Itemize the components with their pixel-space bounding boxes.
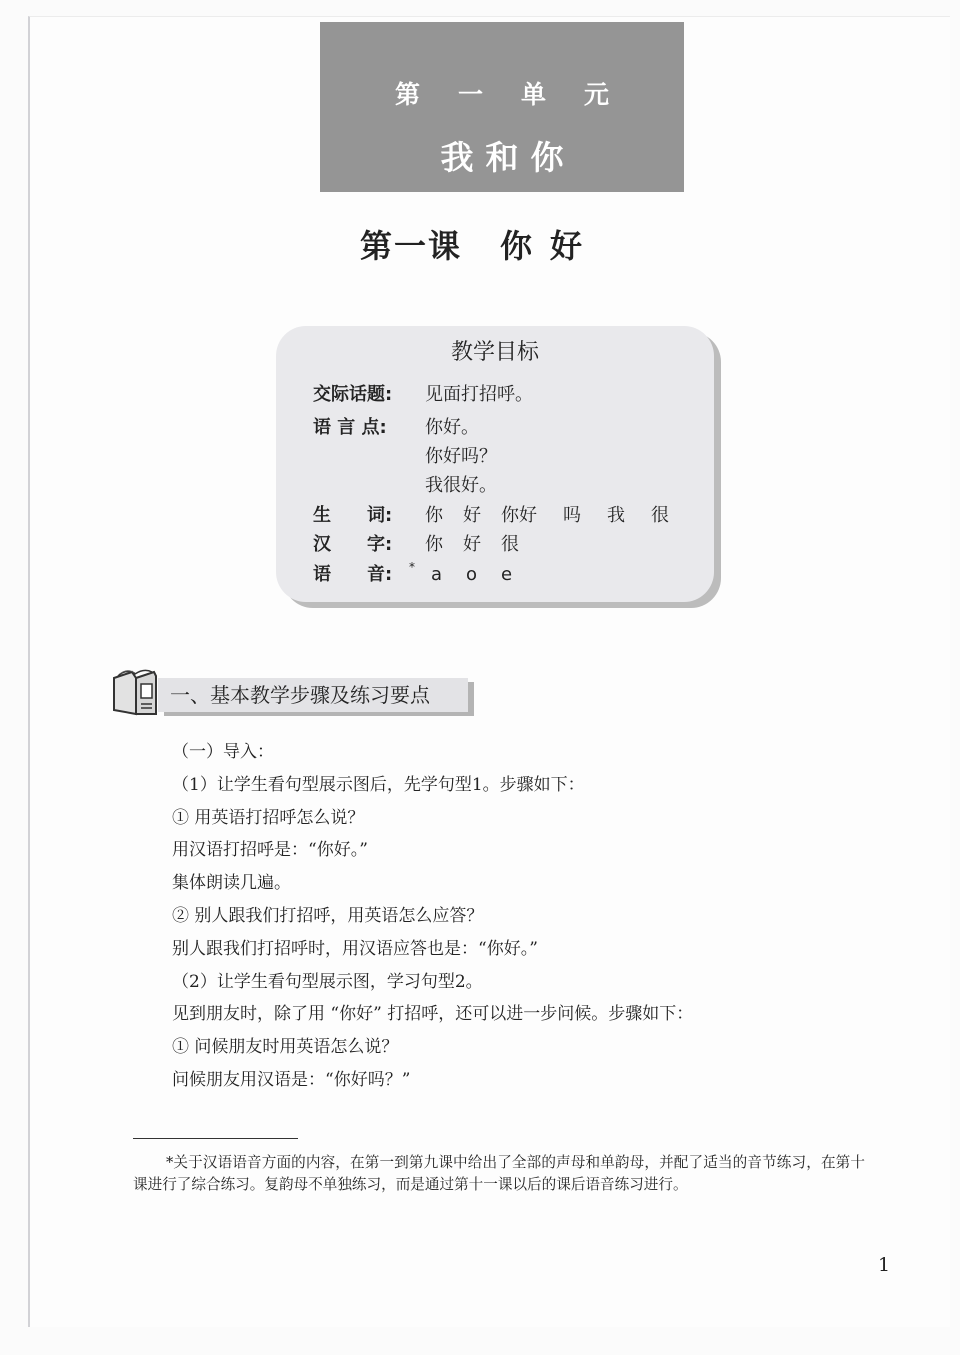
objective-value: 你好。 <box>425 417 479 438</box>
unit-label: 第一单元 <box>394 80 647 109</box>
objective-row-vocabulary <box>313 503 689 529</box>
lesson-body-text <box>172 736 792 1097</box>
body-line: （1）让学生看句型展示图后，先学句型1。步骤如下： <box>172 774 585 795</box>
footnote-divider <box>133 1138 298 1139</box>
unit-banner <box>320 22 684 192</box>
vocab-word: 你好 <box>501 505 537 526</box>
objective-row-language-point-3 <box>313 473 497 499</box>
body-line: 问候朋友用汉语是：“你好吗？” <box>172 1069 411 1090</box>
objective-label: 生 词: <box>313 505 393 526</box>
character: 很 <box>501 534 519 555</box>
objective-value: 我很好。 <box>425 475 497 496</box>
character: 好 <box>463 534 481 555</box>
lesson-title <box>0 224 960 268</box>
teaching-objectives-box <box>276 326 714 602</box>
objective-label: 语 言 点: <box>313 417 387 438</box>
body-line: 别人跟我们打招呼时，用汉语应答也是：“你好。” <box>172 938 538 959</box>
book-icon <box>110 664 162 718</box>
vocabulary-list <box>425 503 689 529</box>
body-line: （2）让学生看句型展示图，学习句型2。 <box>172 971 483 992</box>
body-line: ① 用英语打招呼怎么说？ <box>172 807 365 828</box>
objective-value: 见面打招呼。 <box>425 384 533 405</box>
footnote: *关于汉语语音方面的内容，在第一到第九课中给出了全部的声母和单韵母，并配了适当的音节练习，在第十课进行了综合练习。复韵母不单独练习，而是通过第十一课以后的课后语音练习进行。 <box>133 1154 865 1193</box>
pinyin-vowel: o <box>466 564 478 585</box>
objective-label: 交际话题: <box>313 384 393 405</box>
objective-row-topic <box>313 382 533 408</box>
vocab-word: 你 <box>425 505 443 526</box>
pinyin-list <box>425 562 536 588</box>
objective-row-characters <box>313 532 539 558</box>
body-line: （一）导入： <box>172 742 274 762</box>
pinyin-vowel: a <box>431 564 443 585</box>
objective-row-language-point-2 <box>313 444 497 470</box>
objective-value: 你好吗？ <box>425 446 497 467</box>
section-heading-bar <box>158 678 468 712</box>
footnote-marker: * <box>409 560 415 574</box>
objective-row-language-point <box>313 415 479 441</box>
lesson-number: 第一课 <box>359 227 462 265</box>
unit-title: 我和你 <box>440 138 576 177</box>
page-number: 1 <box>878 1254 891 1276</box>
character: 你 <box>425 534 443 555</box>
section-heading-text: 一、基本教学步骤及练习要点 <box>170 683 430 707</box>
objective-label: 语 音: * <box>313 562 425 588</box>
vocab-word: 吗 <box>563 505 581 526</box>
section-heading <box>110 664 480 718</box>
objective-row-pronunciation <box>313 562 536 588</box>
body-line: ① 问候朋友时用英语怎么说？ <box>172 1037 399 1058</box>
character-list <box>425 532 539 558</box>
pinyin-vowel: e <box>501 564 513 585</box>
body-line: ② 别人跟我们打招呼，用英语怎么应答？ <box>172 905 484 926</box>
body-line: 集体朗读几遍。 <box>172 873 291 894</box>
objectives-title: 教学目标 <box>450 340 539 365</box>
vocab-word: 很 <box>651 505 669 526</box>
objective-label: 汉 字: <box>313 534 393 555</box>
vocab-word: 好 <box>463 505 481 526</box>
vocab-word: 我 <box>607 505 625 526</box>
body-line: 用汉语打招呼是：“你好。” <box>172 840 368 861</box>
body-line: 见到朋友时，除了用 “你好” 打招呼，还可以进一步问候。步骤如下： <box>172 1004 694 1025</box>
lesson-name: 你好 <box>500 227 601 265</box>
